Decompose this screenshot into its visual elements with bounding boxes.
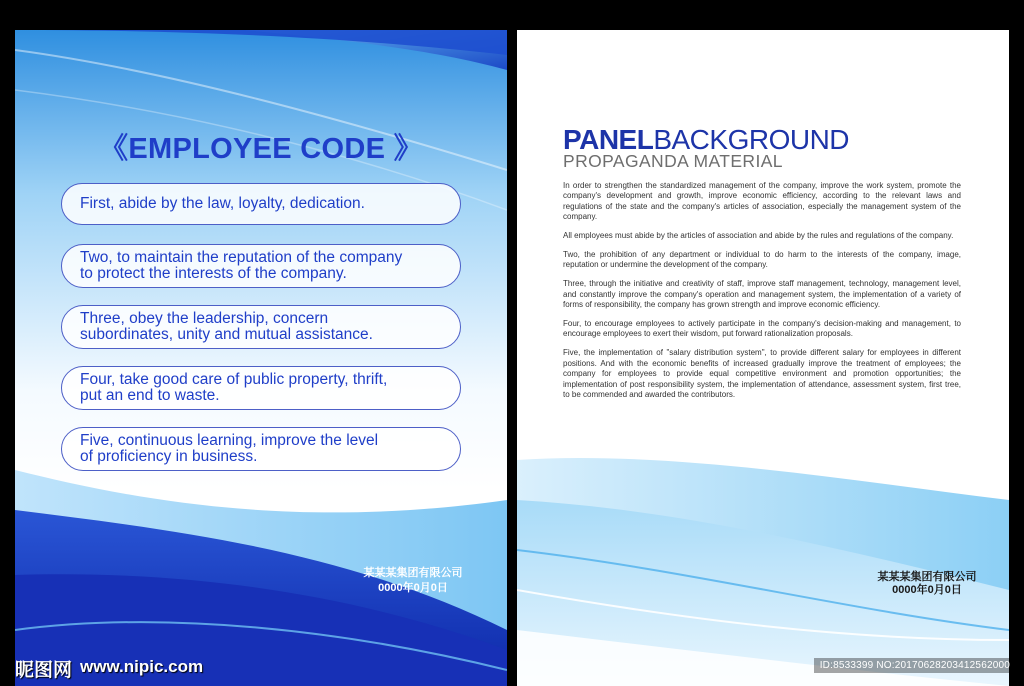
code-item-line: Five, continuous learning, improve the level: [80, 432, 379, 449]
code-item-5: [61, 427, 461, 471]
right-poster: [517, 30, 1009, 686]
nipic-url-watermark: www.nipic.com: [80, 657, 204, 676]
body-paragraph: All employees must abide by the articles of association and abide by the rules and regulations of the company.: [563, 231, 954, 241]
heading-bold-part: PANEL: [563, 124, 654, 155]
code-item-line: to protect the interests of the company.: [80, 265, 347, 282]
code-item-2: [61, 244, 461, 288]
body-paragraph: Five, the implementation of "salary distribution system", to provide different salary for employees in different positions. And with the economic benefits of increased gradually improve the treatment of employees; the company for employees to provide equal competitive environment and promotion opportunities; the implementation of post responsibility system, the implementation of attendance, assessment system, first tree, to be commended and awarded the contributors.: [563, 348, 961, 399]
employee-code-title: 《EMPLOYEE CODE 》: [99, 133, 423, 165]
code-item-line: Three, obey the leadership, concern: [80, 310, 329, 327]
nipic-logo-watermark: 昵图网: [15, 660, 73, 681]
code-item-line: put an end to waste.: [80, 387, 220, 404]
left-company-name: 某某某集团有限公司: [363, 567, 463, 579]
left-date: 0000年0月0日: [378, 582, 448, 594]
code-item-line: Four, take good care of public property, thrift,: [80, 371, 388, 388]
code-item-line: First, abide by the law, loyalty, dedication.: [80, 195, 365, 212]
right-company-name: 某某某集团有限公司: [877, 571, 977, 583]
body-paragraph: Two, the prohibition of any department or individual to do harm to the interests of the company, image, reputation or undermine the development of the company.: [563, 250, 961, 270]
heading-regular-part: BACKGROUND: [653, 124, 850, 155]
propaganda-subheading: PROPAGANDA MATERIAL: [563, 151, 783, 171]
right-date: 0000年0月0日: [892, 584, 962, 596]
code-item-4: [61, 366, 461, 410]
image-id-watermark: ID:8533399 NO:20170628203412562000: [814, 658, 1016, 673]
body-paragraph: Three, through the initiative and creativity of staff, improve staff management, technology, management level, and constantly improve the company's operation and management system, the implementation of a variety of forms of responsibility, the company has grown strength and improve economic efficiency.: [563, 279, 961, 310]
code-item-1: [61, 183, 461, 225]
body-paragraph: Four, to encourage employees to actively participate in the company's decision-making and management, to encourage employees to exert their wisdom, put forward rationalization proposals.: [563, 319, 961, 339]
right-body-text: [563, 181, 961, 409]
code-item-line: subordinates, unity and mutual assistance.: [80, 326, 373, 343]
left-poster: [15, 30, 507, 686]
code-item-3: [61, 305, 461, 349]
body-paragraph: In order to strengthen the standardized management of the company, improve the work system, promote the company's development and growth, improve economic efficiency, according to the relevant laws and regulations of the state and the company's articles of association, especially the management system of the company.: [563, 181, 961, 222]
code-item-line: of proficiency in business.: [80, 448, 258, 465]
code-item-line: Two, to maintain the reputation of the company: [80, 249, 403, 266]
